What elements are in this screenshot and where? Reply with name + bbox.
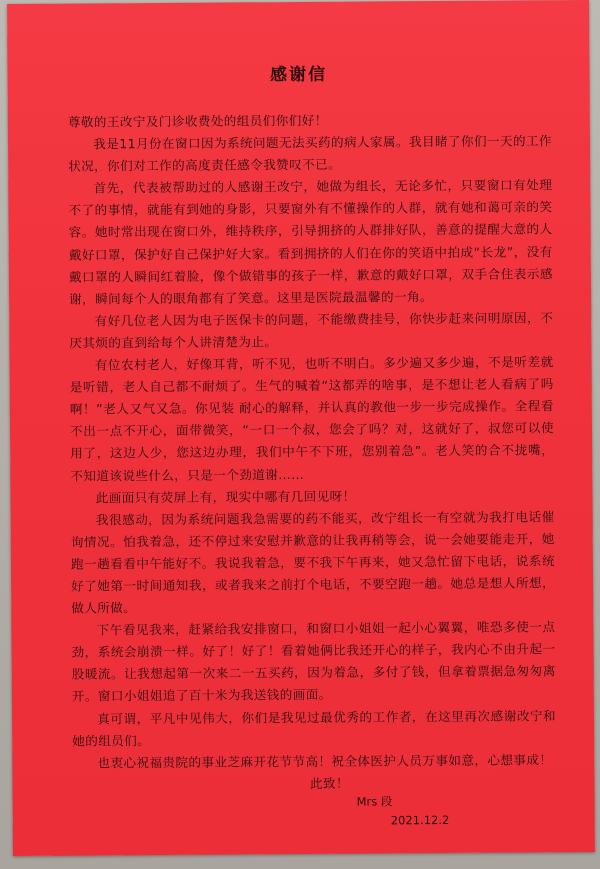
letter-respect: 此致！ <box>309 775 350 791</box>
letter-paragraph: 首先，代表被帮助过的人感谢王改宁，她做为组长，无论多忙，只要窗口有处理不了的事情，就能有到她的身影，只要窗外有不懂操作的人群，就有她和蔼可亲的笑容。她时常出现在窗口外，维持秩序，引导拥挤的人群排好队，善意的提醒大意的人戴好口罩，保护好自己保护好大家。看到拥挤的人们在你的笑语中拍成“长龙”，没有戴口罩的人瞬间红着脸，像个做错事的孩子一样，歉意的戴好口罩，双手合住表示感谢，瞬间每个人的眼角都有了笑意。这里是医院最温馨的一角。 <box>68 177 553 307</box>
letter-paragraph: 有位农村老人，好像耳背，听不见，也听不明白。多少遍又多少遍，不是听差就是听错，老人自己都不耐烦了。生气的喊着“这都弄的啥事，是不想让老人看病了吗啊！”老人又气又急。你见装 耐心的解释，并认真的教他一步一步完成操作。全程看不出一点不开心，面带微笑，“一口一个叔，您会了吗？对，这就好了，叔您可以使用了，这边人少，您这边办理，我们中午不下班，您别着急”。老人笑的合不拢嘴，不知道该说些什么，只是一个劲道谢…… <box>69 354 555 484</box>
letter-paragraph: 真可谓，平凡中见伟大，你们是我见过最优秀的工作者，在这里再次感谢改宁和她的组员们。 <box>72 707 557 749</box>
letter-greeting: 尊敬的王改宁及门诊收费处的组员们你们好！ <box>67 112 328 130</box>
letter-signature: Mrs 段 <box>356 794 393 809</box>
letter-paragraph: 我很感动，因为系统问题我急需要的药不能买，改宁组长一有空就为我打电话催询情况。怕我着急，还不停过来安慰并歉意的让我再稍等会，说一会她要能走开，她跑一趟看看中午能好不。我说我着急，要不我下午再来，她又急忙留下电话，说系统好了她第一时间通知我，或者我来之前打个电话，不要空跑一趟。她总是想人所想，做人所做。 <box>70 508 556 616</box>
letter-title: 感谢信 <box>269 64 328 86</box>
letter-paper <box>7 0 595 856</box>
letter-date: 2021.12.2 <box>390 812 450 828</box>
letter-closing-wish: 也衷心祝福贵院的事业芝麻开花节节高！祝全体医护人员万事如意，心想事成！ <box>97 751 553 771</box>
letter-paragraph: 此画面只有荧屏上有，现实中哪有几回见呀！ <box>95 488 356 506</box>
letter-body <box>68 108 557 796</box>
letter-paragraph: 下午看见我来，赶紧给我安排窗口，和窗口小姐姐一起小心翼翼，唯恐多使一点劲，系统会崩溃一样。好了！好了！看着她俩比我还开心的样子，我内心不由升起一股暖流。让我想起第一次来二一五买药，因为着急，多付了钱，但拿着票据急匆匆离开。窗口小姐姐追了百十米为我送钱的画面。 <box>71 619 556 705</box>
letter-paragraph: 我是11月份在窗口因为系统问题无法买药的病人家属。我目睹了你们一天的工作状况，你们对工作的高度责任感令我赞叹不已。 <box>68 133 553 174</box>
letter-paragraph: 有好几位老人因为电子医保卡的问题，不能缴费挂号，你快步赶来问明原因，不厌其烦的直到给每个人讲清楚为止。 <box>69 310 554 351</box>
